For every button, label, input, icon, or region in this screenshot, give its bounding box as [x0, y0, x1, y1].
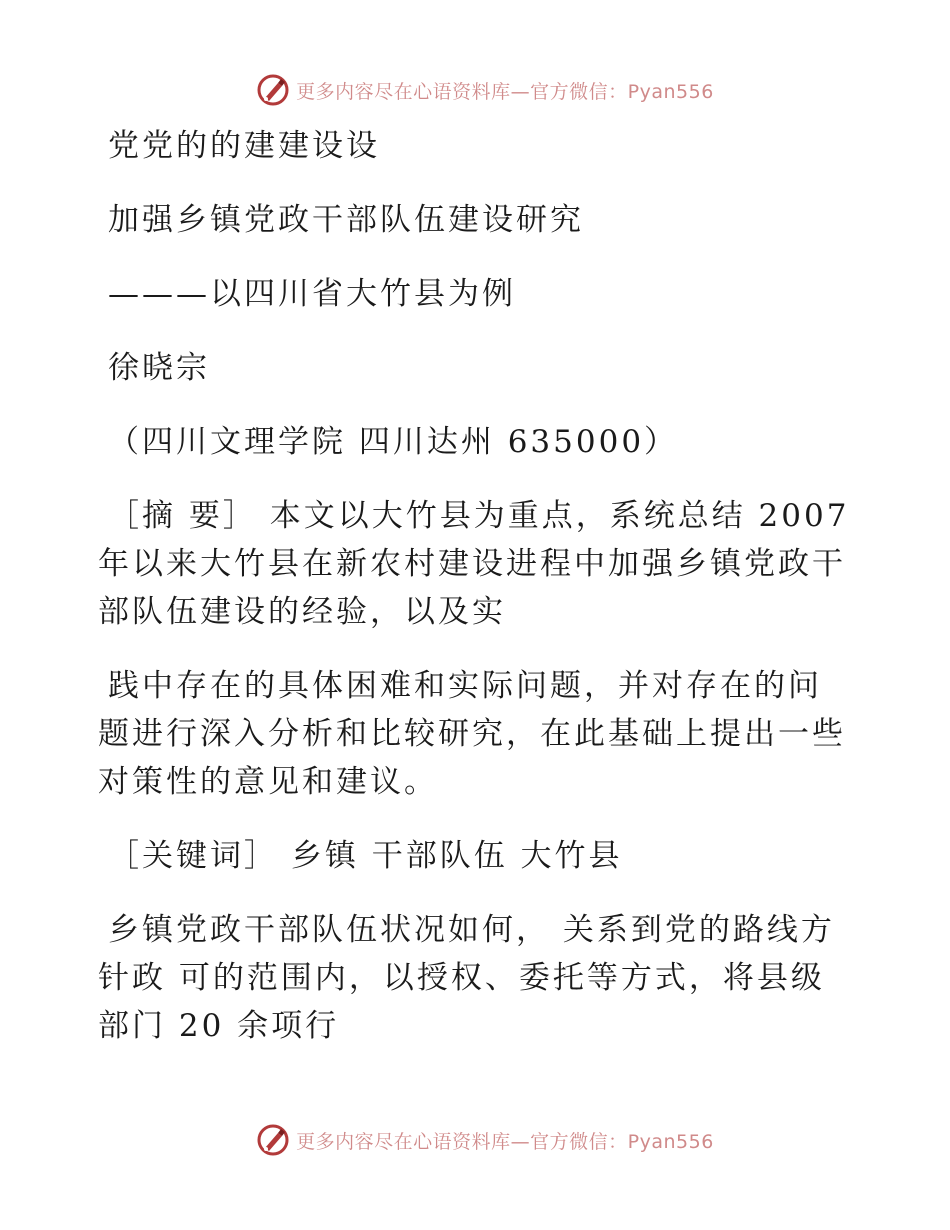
abstract-line: ［摘 要］ 本文以大竹县为重点，系统总结 2007 — [108, 498, 850, 534]
body-line: 部门 20 余项行 — [98, 1008, 340, 1044]
watermark-text: 更多内容尽在心语资料库—官方微信：Pyan556 — [296, 1130, 714, 1153]
abstract-line: 题进行深入分析和比较研究，在此基础上提出一些 — [98, 716, 846, 752]
author-name: 徐晓宗 — [108, 350, 210, 386]
body-paragraph — [98, 906, 858, 1050]
keywords-line: ［关键词］ 乡镇 干部队伍 大竹县 — [108, 838, 623, 874]
abstract-line: 对策性的意见和建议。 — [98, 764, 438, 800]
watermark-banner-top — [0, 70, 950, 110]
abstract-line: 部队伍建设的经验，以及实 — [98, 594, 506, 630]
body-line: 乡镇党政干部队伍状况如何， 关系到党的路线方 — [108, 912, 835, 948]
article-subtitle: ———以四川省大竹县为例 — [108, 276, 516, 312]
abstract-block — [98, 492, 858, 636]
pen-circle-logo-icon — [256, 73, 290, 107]
abstract-line: 年以来大竹县在新农村建设进程中加强乡镇党政干 — [98, 546, 846, 582]
article-title: 加强乡镇党政干部队伍建设研究 — [108, 202, 584, 238]
body-line: 针政 可的范围内，以授权、委托等方式，将县级 — [98, 960, 825, 996]
watermark-banner-bottom — [0, 1120, 950, 1160]
abstract-continued-block — [98, 662, 858, 806]
document-body — [98, 122, 858, 1050]
watermark-text: 更多内容尽在心语资料库—官方微信：Pyan556 — [296, 80, 714, 103]
watermark-banner-inner — [256, 1123, 714, 1157]
author-affiliation: （四川文理学院 四川达州 635000） — [108, 424, 679, 460]
abstract-line: 践中存在的具体困难和实际问题，并对存在的问 — [108, 668, 822, 704]
section-heading: 党党的的建建设设 — [108, 128, 380, 164]
pen-circle-logo-icon — [256, 1123, 290, 1157]
watermark-banner-inner — [256, 73, 714, 107]
